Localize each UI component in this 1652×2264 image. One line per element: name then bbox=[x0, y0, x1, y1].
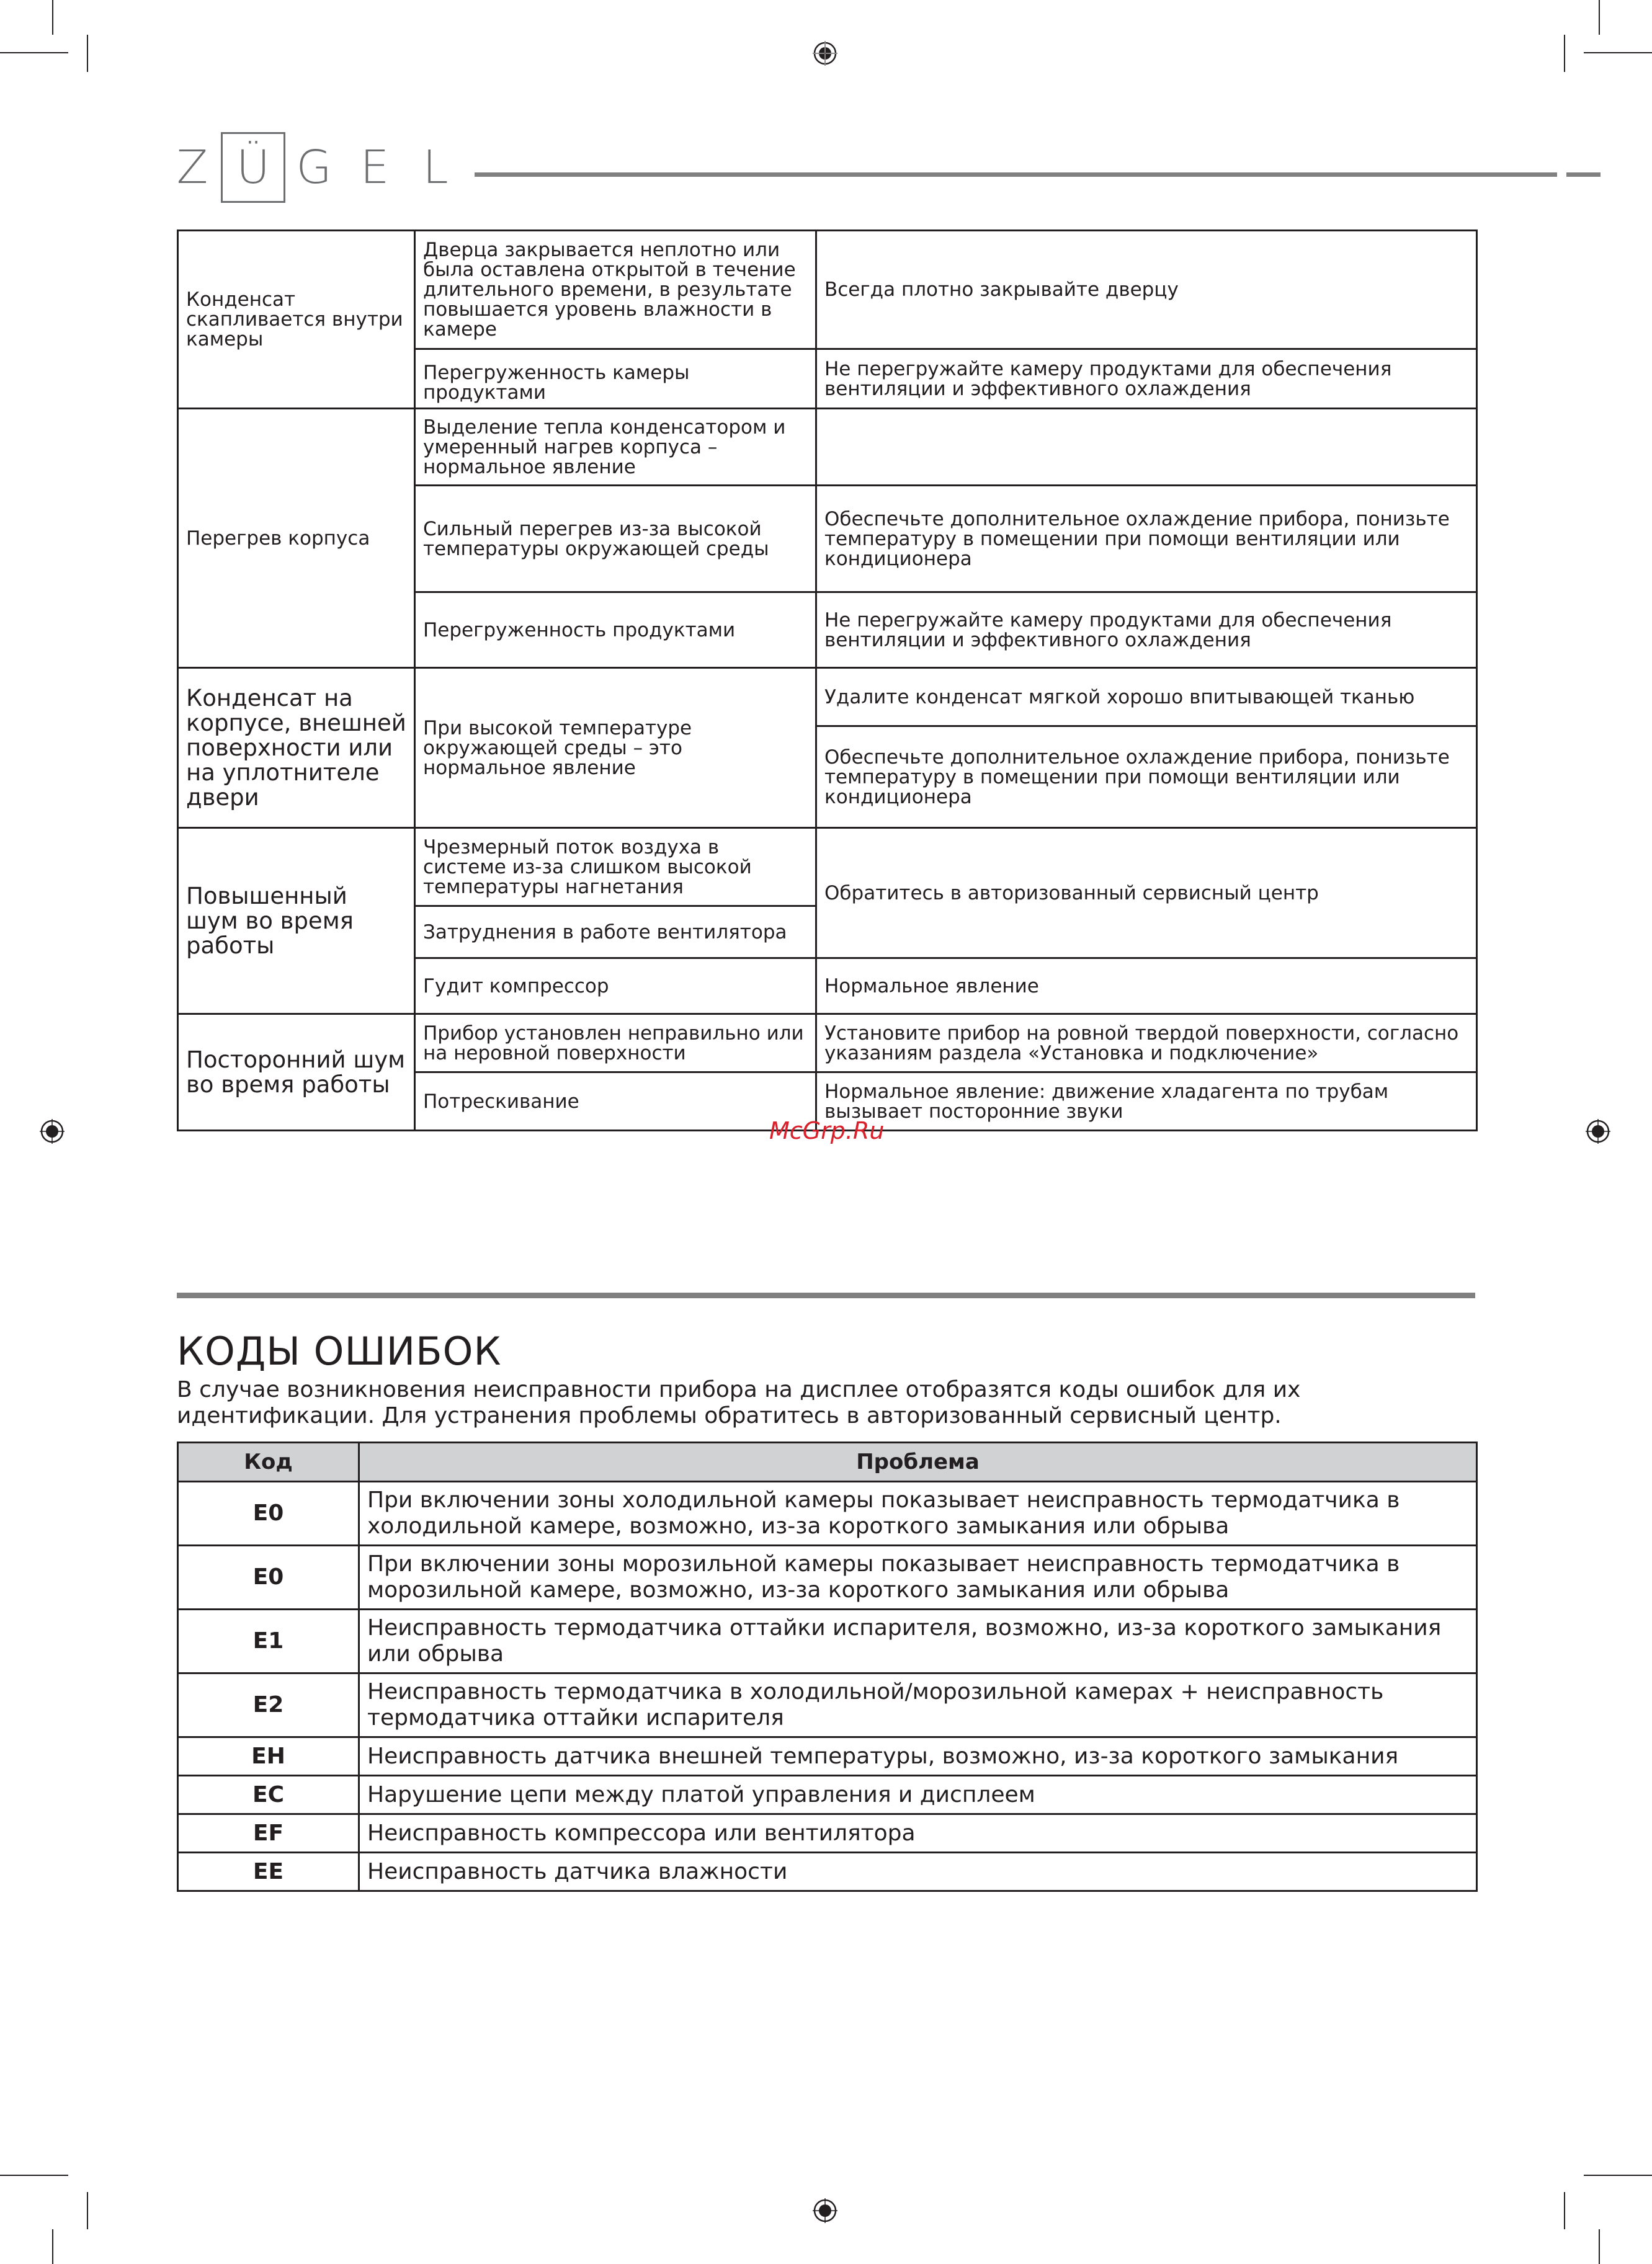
crop-mark bbox=[1584, 2175, 1652, 2176]
remedy-cell: Нормальное явление: движение хладагента по трубам вызывает посторонние звуки bbox=[816, 1072, 1477, 1131]
watermark: McGrp.Ru bbox=[769, 1117, 885, 1144]
registration-mark-icon bbox=[40, 1119, 65, 1144]
error-problem: При включении зоны холодильной камеры показывает неисправность термодатчика в холодильной камере, возможно, из-за короткого замыкания или обрыва bbox=[359, 1482, 1477, 1546]
table-row bbox=[178, 1014, 1477, 1072]
cause-cell: Затруднения в работе вентилятора bbox=[415, 906, 816, 958]
logo-letter: L bbox=[422, 141, 449, 194]
error-problem: Неисправность термодатчика в холодильной/морозильной камерах + неисправность термодатчика оттайки испарителя bbox=[359, 1673, 1477, 1737]
remedy-cell: Не перегружайте камеру продуктами для обеспечения вентиляции и эффективного охлаждения bbox=[816, 592, 1477, 668]
header-rule-end bbox=[1566, 172, 1601, 177]
crop-mark bbox=[1584, 52, 1652, 53]
cause-cell: Дверца закрывается неплотно или была оставлена открытой в течение длительного времени, в результате повышается уровень влажности в камере bbox=[415, 231, 816, 349]
error-problem: Неисправность датчика внешней температуры, возможно, из-за короткого замыкания bbox=[359, 1737, 1477, 1776]
cause-cell: При высокой температуре окружающей среды – это нормальное явление bbox=[415, 668, 816, 828]
error-problem: Неисправность термодатчика оттайки испарителя, возможно, из-за короткого замыкания или обрыва bbox=[359, 1610, 1477, 1673]
crop-mark bbox=[0, 52, 68, 53]
error-problem: Нарушение цепи между платой управления и дисплеем bbox=[359, 1776, 1477, 1814]
remedy-cell: Не перегружайте камеру продуктами для обеспечения вентиляции и эффективного охлаждения bbox=[816, 349, 1477, 409]
brand-logo bbox=[172, 136, 455, 198]
column-header-code: Код bbox=[178, 1443, 359, 1482]
crop-mark bbox=[87, 35, 88, 72]
logo-letter: Z bbox=[176, 141, 208, 194]
remedy-cell: Установите прибор на ровной твердой поверхности, согласно указаниям раздела «Установка и подключение» bbox=[816, 1014, 1477, 1072]
cause-cell: Прибор установлен неправильно или на неровной поверхности bbox=[415, 1014, 816, 1072]
section-divider bbox=[177, 1293, 1475, 1298]
cause-cell: Потрескивание bbox=[415, 1072, 816, 1131]
cause-cell: Сильный перегрев из-за высокой температуры окружающей среды bbox=[415, 486, 816, 592]
remedy-cell: Обеспечьте дополнительное охлаждение прибора, понизьте температуру в помещении при помощи вентиляции или кондиционера bbox=[816, 726, 1477, 828]
logo-letter-box bbox=[221, 132, 285, 203]
table-row bbox=[178, 1610, 1477, 1673]
error-problem: Неисправность датчика влажности bbox=[359, 1853, 1477, 1891]
section-title: КОДЫ ОШИБОК bbox=[177, 1329, 502, 1374]
crop-mark bbox=[52, 2229, 53, 2264]
registration-mark-icon bbox=[813, 41, 837, 66]
error-code: E0 bbox=[178, 1482, 359, 1546]
error-code: EF bbox=[178, 1814, 359, 1853]
table-row bbox=[178, 409, 1477, 486]
error-codes-table bbox=[177, 1442, 1478, 1892]
section-intro: В случае возникновения неисправности прибора на дисплее отобразятся коды ошибок для их идентификации. Для устранения проблемы обратитесь в авторизованный сервисный центр. bbox=[177, 1377, 1301, 1428]
cause-cell: Перегруженность камеры продуктами bbox=[415, 349, 816, 409]
table-row bbox=[178, 1546, 1477, 1610]
remedy-cell: Обратитесь в авторизованный сервисный центр bbox=[816, 828, 1477, 958]
crop-mark bbox=[0, 2175, 68, 2176]
table-header-row bbox=[178, 1443, 1477, 1482]
table-row bbox=[178, 1673, 1477, 1737]
remedy-cell: Всегда плотно закрывайте дверцу bbox=[816, 231, 1477, 349]
cause-cell: Чрезмерный поток воздуха в системе из-за слишком высокой температуры нагнетания bbox=[415, 828, 816, 906]
logo-letter: Ü bbox=[236, 141, 270, 194]
table-row bbox=[178, 1776, 1477, 1814]
symptom-cell: Конденсат на корпусе, внешней поверхности или на уплотнителе двери bbox=[178, 668, 415, 828]
error-problem: При включении зоны морозильной камеры показывает неисправность термодатчика в морозильной камере, возможно, из-за короткого замыкания или обрыва bbox=[359, 1546, 1477, 1610]
table-row bbox=[178, 1853, 1477, 1891]
remedy-cell: Нормальное явление bbox=[816, 958, 1477, 1014]
crop-mark bbox=[1599, 2229, 1600, 2264]
table-row bbox=[178, 1482, 1477, 1546]
crop-mark bbox=[1564, 2192, 1565, 2229]
table-row bbox=[178, 1737, 1477, 1776]
cause-cell: Гудит компрессор bbox=[415, 958, 816, 1014]
crop-mark bbox=[87, 2192, 88, 2229]
crop-mark bbox=[1599, 0, 1600, 35]
table-row bbox=[178, 231, 1477, 349]
error-problem: Неисправность компрессора или вентилятора bbox=[359, 1814, 1477, 1853]
remedy-cell bbox=[816, 409, 1477, 486]
crop-mark bbox=[1564, 35, 1565, 72]
symptom-cell: Перегрев корпуса bbox=[178, 409, 415, 668]
troubleshooting-table bbox=[177, 230, 1478, 1131]
remedy-cell: Удалите конденсат мягкой хорошо впитывающей тканью bbox=[816, 668, 1477, 726]
error-code: E0 bbox=[178, 1546, 359, 1610]
remedy-cell: Обеспечьте дополнительное охлаждение прибора, понизьте температуру в помещении при помощи вентиляции или кондиционера bbox=[816, 486, 1477, 592]
error-code: EH bbox=[178, 1737, 359, 1776]
error-code: E1 bbox=[178, 1610, 359, 1673]
crop-mark bbox=[52, 0, 53, 35]
table-row bbox=[178, 668, 1477, 726]
table-row bbox=[178, 1814, 1477, 1853]
symptom-cell: Конденсат скапливается внутри камеры bbox=[178, 231, 415, 409]
column-header-problem: Проблема bbox=[359, 1443, 1477, 1482]
logo-letter: E bbox=[360, 141, 390, 194]
symptom-cell: Повышенный шум во время работы bbox=[178, 828, 415, 1014]
cause-cell: Перегруженность продуктами bbox=[415, 592, 816, 668]
symptom-cell: Посторонний шум во время работы bbox=[178, 1014, 415, 1131]
table-row bbox=[178, 828, 1477, 906]
registration-mark-icon bbox=[813, 2198, 837, 2223]
header-rule bbox=[475, 172, 1557, 177]
cause-cell: Выделение тепла конденсатором и умеренный нагрев корпуса – нормальное явление bbox=[415, 409, 816, 486]
error-code: EC bbox=[178, 1776, 359, 1814]
registration-mark-icon bbox=[1586, 1119, 1610, 1144]
error-code: E2 bbox=[178, 1673, 359, 1737]
logo-letter: G bbox=[296, 141, 332, 194]
error-code: EE bbox=[178, 1853, 359, 1891]
